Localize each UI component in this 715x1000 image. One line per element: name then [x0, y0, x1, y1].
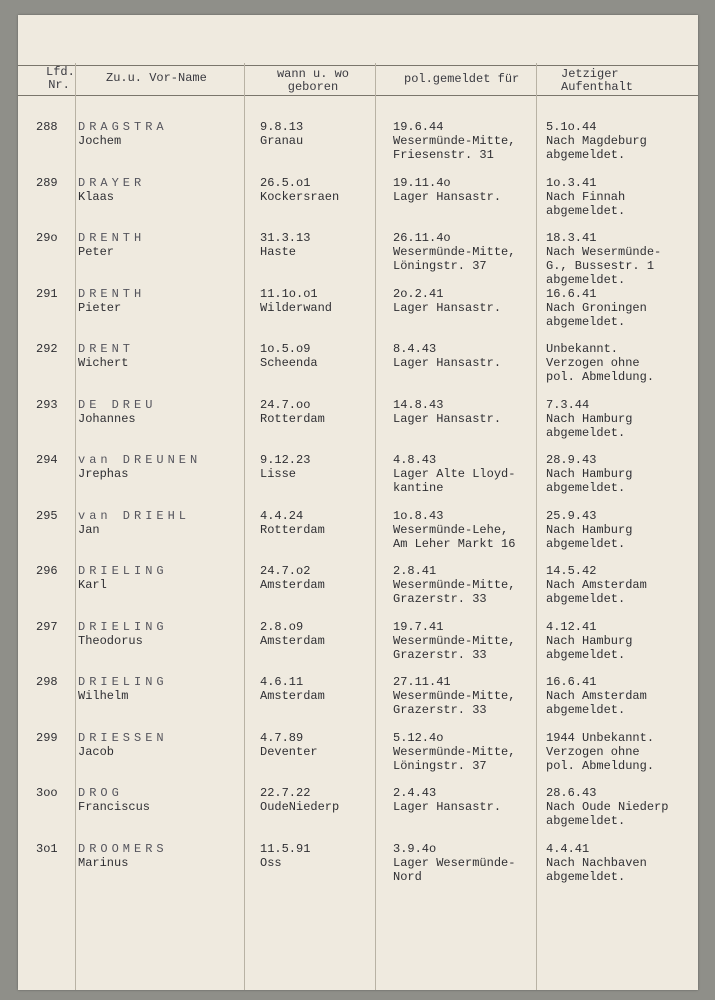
entry-registered-for-line: Grazerstr. 33: [393, 647, 487, 662]
entry-registered-for-line: 3.9.4o: [393, 841, 437, 856]
entry-number: [36, 564, 76, 578]
entry-name: [78, 120, 248, 148]
entry-current-residence-line: Nach Amsterdam: [546, 578, 647, 592]
entry-name: [78, 453, 248, 481]
entry-number: [36, 120, 76, 134]
entry-current-residence-line: Nach Oude Niederp: [546, 800, 669, 814]
document-sheet: [18, 15, 698, 990]
entry-number: [36, 786, 76, 800]
entry-registered-for-line: Lager Alte Lloyd-: [393, 467, 516, 481]
entry-birth-line: 24.7.oo: [260, 397, 311, 412]
entry-birth-line: 2.8.o9: [260, 619, 304, 634]
entry-current-residence: [546, 231, 696, 287]
entry-current-residence: [546, 453, 696, 495]
entry-current-residence-line: Nach Hamburg: [546, 467, 633, 481]
entry-birth-line: Amsterdam: [260, 633, 325, 648]
entry-birth-line: 26.5.o1: [260, 175, 311, 190]
entry-current-residence-line: abgemeldet.: [546, 148, 626, 162]
entry-current-residence-line: 28.9.43: [546, 453, 597, 467]
entry-registered-for-line: 27.11.41: [393, 675, 451, 689]
entry-number: [36, 231, 76, 245]
entry-name-line: DRENTH: [78, 231, 146, 245]
header-bottom-rule: [18, 95, 698, 96]
entry-birth-line: 4.4.24: [260, 508, 304, 523]
entry-birth-line: Rotterdam: [260, 522, 325, 537]
entry-birth: [260, 120, 385, 148]
entry-number-line: 3oo: [36, 786, 58, 800]
entry-number: [36, 675, 76, 689]
header-born-line2: geboren: [287, 80, 339, 94]
entry-registered-for-line: 8.4.43: [393, 342, 437, 356]
entry-current-residence-line: 16.6.41: [546, 286, 597, 301]
entry-number-line: 294: [36, 453, 58, 467]
entry-birth-line: Haste: [260, 245, 297, 259]
entry-number: [36, 342, 76, 356]
entry-name-line: Karl: [78, 578, 107, 592]
entry-registered-for-line: Friesenstr. 31: [393, 148, 494, 162]
entry-birth-line: OudeNiederp: [260, 800, 340, 814]
entry-current-residence-line: 4.4.41: [546, 841, 590, 856]
entry-registered-for-line: Wesermünde-Mitte,: [393, 134, 516, 148]
entry-registered-for-line: Wesermünde-Mitte,: [393, 689, 516, 703]
entry-registered-for-line: Wesermünde-Mitte,: [393, 578, 516, 592]
entry-current-residence-line: abgemeldet.: [546, 869, 626, 884]
entry-name-line: DRIESSEN: [78, 730, 168, 745]
header-born-line1: wann u. wo: [276, 67, 349, 81]
entry-birth-line: 11.1o.o1: [260, 286, 318, 301]
entry-birth-line: Deventer: [260, 744, 318, 759]
entry-birth-line: 31.3.13: [260, 231, 311, 245]
entry-name: [78, 842, 248, 870]
entry-name-line: DRENT: [78, 342, 135, 356]
entry-registered-for-line: 2.8.41: [393, 564, 437, 578]
entry-current-residence-line: 14.5.42: [546, 564, 597, 578]
entry-name-line: Jochem: [78, 134, 122, 148]
entry-current-residence-line: abgemeldet.: [546, 703, 626, 717]
entry-registered-for-line: Wesermünde-Mitte,: [393, 633, 516, 648]
entry-name-line: van DREUNEN: [78, 453, 202, 467]
entry-current-residence: [546, 731, 696, 773]
entry-birth-line: 4.7.89: [260, 730, 304, 745]
entry-birth: [260, 287, 385, 315]
entry-name: [78, 176, 248, 204]
entry-registered-for-line: Lager Hansastr.: [393, 356, 502, 370]
header-top-rule: [18, 65, 698, 66]
entry-number: [36, 620, 76, 634]
entry-name: [78, 731, 248, 759]
entry-current-residence-line: Nach Groningen: [546, 300, 647, 315]
entry-birth: [260, 731, 385, 759]
entry-registered-for: [393, 453, 558, 495]
entry-registered-for-line: Löningstr. 37: [393, 259, 487, 273]
entry-registered-for: [393, 342, 558, 370]
entry-current-residence-line: abgemeldet.: [546, 425, 626, 440]
entry-current-residence-line: abgemeldet.: [546, 592, 626, 606]
entry-registered-for-line: Löningstr. 37: [393, 758, 487, 773]
entry-birth: [260, 231, 385, 259]
entry-registered-for-line: Grazerstr. 33: [393, 703, 487, 717]
header-stay: [561, 68, 633, 94]
table-row: [18, 120, 698, 176]
table-row: [18, 509, 698, 565]
table-row: [18, 564, 698, 620]
entry-current-residence: [546, 120, 696, 162]
entry-birth: [260, 342, 385, 370]
entry-number-line: 295: [36, 508, 58, 523]
entry-name-line: Klaas: [78, 189, 115, 204]
entry-name: [78, 564, 248, 592]
entry-number-line: 298: [36, 675, 58, 689]
entry-birth-line: Granau: [260, 134, 304, 148]
entry-registered-for-line: Wesermünde-Lehe,: [393, 522, 509, 537]
entry-name-line: Marinus: [78, 855, 129, 870]
entry-birth-line: Amsterdam: [260, 689, 325, 703]
entry-name-line: Peter: [78, 245, 115, 259]
entry-birth-line: 24.7.o2: [260, 564, 311, 578]
entry-registered-for: [393, 509, 558, 551]
entry-birth: [260, 509, 385, 537]
table-row: [18, 675, 698, 731]
header-name: Zu.u. Vor-Name: [106, 71, 207, 85]
entry-registered-for-line: 1o.8.43: [393, 508, 444, 523]
entry-current-residence-line: abgemeldet.: [546, 273, 626, 287]
entry-registered-for: [393, 786, 558, 814]
entry-registered-for: [393, 731, 558, 773]
entry-birth-line: 4.6.11: [260, 675, 304, 689]
entry-name: [78, 675, 248, 703]
entry-number: [36, 287, 76, 301]
entry-registered-for: [393, 620, 558, 662]
entry-name: [78, 786, 248, 814]
entry-name: [78, 231, 248, 259]
entry-current-residence: [546, 509, 696, 551]
entry-current-residence: [546, 842, 696, 884]
table-row: [18, 453, 698, 509]
entry-registered-for-line: kantine: [393, 481, 444, 495]
table-row: [18, 731, 698, 787]
entry-registered-for: [393, 176, 558, 204]
table-row: [18, 342, 698, 398]
entry-current-residence-line: Nach Nachbaven: [546, 855, 647, 870]
table-row: [18, 842, 698, 898]
entry-number: [36, 453, 76, 467]
entry-number-line: 299: [36, 730, 58, 745]
entry-registered-for-line: 14.8.43: [393, 397, 444, 412]
entry-birth: [260, 842, 385, 870]
entry-name-line: Wichert: [78, 356, 129, 370]
entry-number: [36, 176, 76, 190]
entry-name: [78, 620, 248, 648]
entry-birth-line: 9.8.13: [260, 120, 304, 134]
entry-current-residence: [546, 398, 696, 440]
entry-current-residence-line: pol. Abmeldung.: [546, 370, 655, 384]
entry-current-residence-line: 1o.3.41: [546, 175, 597, 190]
entry-current-residence: [546, 786, 696, 828]
entry-registered-for: [393, 231, 558, 273]
entry-birth-line: Scheenda: [260, 356, 318, 370]
entry-current-residence-line: 28.6.43: [546, 786, 597, 800]
entry-registered-for-line: 26.11.4o: [393, 231, 451, 245]
entry-birth: [260, 453, 385, 481]
entry-current-residence: [546, 342, 696, 384]
entry-registered-for-line: 19.11.4o: [393, 175, 451, 190]
entry-name-line: Johannes: [78, 411, 136, 426]
entry-birth-line: Lisse: [260, 467, 297, 481]
entry-name: [78, 398, 248, 426]
entry-current-residence-line: abgemeldet.: [546, 481, 626, 495]
header-nr-line1: Lfd.: [46, 65, 75, 79]
entry-current-residence-line: G., Bussestr. 1: [546, 259, 655, 273]
entry-birth-line: 22.7.22: [260, 786, 311, 800]
entry-registered-for-line: Nord: [393, 869, 422, 884]
entry-current-residence: [546, 620, 696, 662]
entry-registered-for-line: Lager Hansastr.: [393, 189, 502, 204]
entry-birth: [260, 620, 385, 648]
entry-name: [78, 342, 248, 370]
entry-name-line: Pieter: [78, 300, 122, 315]
entry-current-residence-line: 1944 Unbekannt.: [546, 730, 655, 745]
entry-current-residence-line: Nach Hamburg: [546, 411, 633, 426]
entry-name-line: DROOMERS: [78, 841, 168, 856]
header-stay-line2: Aufenthalt: [561, 80, 634, 94]
entry-registered-for-line: Am Leher Markt 16: [393, 536, 516, 551]
entry-current-residence: [546, 176, 696, 218]
table-row: [18, 176, 698, 232]
entry-current-residence-line: 5.1o.44: [546, 120, 597, 134]
entry-current-residence: [546, 287, 696, 329]
entry-current-residence-line: Nach Hamburg: [546, 633, 633, 648]
entry-name-line: Jrephas: [78, 467, 129, 481]
entry-birth: [260, 564, 385, 592]
entry-current-residence-line: Verzogen ohne: [546, 744, 640, 759]
entry-birth: [260, 398, 385, 426]
header-pol: pol.gemeldet für: [404, 72, 520, 86]
entry-current-residence-line: Nach Wesermünde-: [546, 245, 662, 259]
header-stay-line1: Jetziger: [561, 67, 619, 81]
entry-registered-for: [393, 842, 558, 884]
entry-current-residence-line: 4.12.41: [546, 619, 597, 634]
entry-registered-for: [393, 287, 558, 315]
entry-number: [36, 398, 76, 412]
table-row: [18, 620, 698, 676]
entry-registered-for-line: Lager Hansastr.: [393, 300, 502, 315]
header-nr: [46, 65, 75, 92]
entry-birth-line: Rotterdam: [260, 411, 325, 426]
entry-name-line: Franciscus: [78, 800, 151, 814]
entry-birth-line: 9.12.23: [260, 453, 311, 467]
entry-name-line: Jan: [78, 522, 100, 537]
table-row: [18, 287, 698, 343]
entry-name-line: DRIELING: [78, 564, 168, 578]
entry-current-residence-line: 16.6.41: [546, 675, 597, 689]
entry-name-line: DRIELING: [78, 619, 168, 634]
entry-registered-for-line: 19.7.41: [393, 619, 444, 634]
table-row: [18, 231, 698, 287]
table-row: [18, 786, 698, 842]
entry-number-line: 296: [36, 564, 58, 578]
entry-current-residence-line: 25.9.43: [546, 508, 597, 523]
entry-current-residence-line: abgemeldet.: [546, 203, 626, 218]
entry-current-residence: [546, 675, 696, 717]
entry-current-residence-line: Nach Finnah: [546, 189, 626, 204]
entry-name-line: DRIELING: [78, 675, 168, 689]
entry-current-residence-line: pol. Abmeldung.: [546, 758, 655, 773]
entry-registered-for-line: 4.8.43: [393, 453, 437, 467]
entry-current-residence-line: abgemeldet.: [546, 814, 626, 828]
entry-name: [78, 287, 248, 315]
entry-registered-for-line: 19.6.44: [393, 120, 444, 134]
entry-number-line: 293: [36, 397, 58, 412]
entry-current-residence-line: 7.3.44: [546, 397, 590, 412]
entry-birth-line: 11.5.91: [260, 841, 311, 856]
entry-current-residence-line: Nach Amsterdam: [546, 689, 647, 703]
entry-registered-for-line: Lager Wesermünde-: [393, 855, 516, 870]
entry-registered-for-line: 5.12.4o: [393, 730, 444, 745]
entry-registered-for-line: Wesermünde-Mitte,: [393, 245, 516, 259]
entry-birth: [260, 675, 385, 703]
entry-number: [36, 842, 76, 856]
entry-current-residence-line: Nach Magdeburg: [546, 134, 647, 148]
entry-registered-for-line: Lager Hansastr.: [393, 411, 502, 426]
header-nr-line2: Nr.: [48, 78, 70, 92]
entry-registered-for-line: 2.4.43: [393, 786, 437, 800]
entry-birth-line: Oss: [260, 855, 282, 870]
entry-number-line: 289: [36, 175, 58, 190]
entry-birth: [260, 786, 385, 814]
entry-registered-for-line: Lager Hansastr.: [393, 800, 502, 814]
entry-current-residence-line: Nach Hamburg: [546, 522, 633, 537]
entry-current-residence-line: Unbekannt.: [546, 342, 619, 356]
entry-current-residence-line: abgemeldet.: [546, 536, 626, 551]
entry-number-line: 291: [36, 286, 58, 301]
entry-registered-for: [393, 564, 558, 606]
entry-birth-line: Amsterdam: [260, 578, 325, 592]
entry-number: [36, 731, 76, 745]
entry-current-residence-line: abgemeldet.: [546, 647, 626, 662]
entry-number: [36, 509, 76, 523]
entry-name-line: Wilhelm: [78, 689, 129, 703]
table-row: [18, 398, 698, 454]
entry-number-line: 292: [36, 342, 58, 356]
header-born: [258, 68, 368, 94]
entry-number-line: 288: [36, 120, 58, 134]
entry-current-residence-line: Verzogen ohne: [546, 356, 640, 370]
entry-name: [78, 509, 248, 537]
entry-current-residence: [546, 564, 696, 606]
entry-registered-for-line: 2o.2.41: [393, 286, 444, 301]
entry-registered-for: [393, 675, 558, 717]
entry-registered-for-line: Grazerstr. 33: [393, 592, 487, 606]
entry-number-line: 29o: [36, 231, 58, 245]
entry-current-residence-line: 18.3.41: [546, 231, 597, 245]
entry-name-line: DRAGSTRA: [78, 120, 168, 134]
entry-registered-for-line: Wesermünde-Mitte,: [393, 744, 516, 759]
entry-name-line: DRAYER: [78, 175, 146, 190]
entry-registered-for: [393, 120, 558, 162]
entry-current-residence-line: abgemeldet.: [546, 314, 626, 329]
entry-name-line: Jacob: [78, 744, 115, 759]
entry-name-line: van DRIEHL: [78, 508, 191, 523]
entry-registered-for: [393, 398, 558, 426]
entry-name-line: DROG: [78, 786, 123, 800]
entry-number-line: 3o1: [36, 841, 58, 856]
entry-birth-line: Kockersraen: [260, 189, 340, 204]
entry-name-line: DE DREU: [78, 397, 157, 412]
entry-birth-line: 1o.5.o9: [260, 342, 311, 356]
entry-number-line: 297: [36, 619, 58, 634]
entry-name-line: DRENTH: [78, 286, 146, 301]
entry-birth: [260, 176, 385, 204]
entry-birth-line: Wilderwand: [260, 300, 333, 315]
entry-name-line: Theodorus: [78, 633, 143, 648]
